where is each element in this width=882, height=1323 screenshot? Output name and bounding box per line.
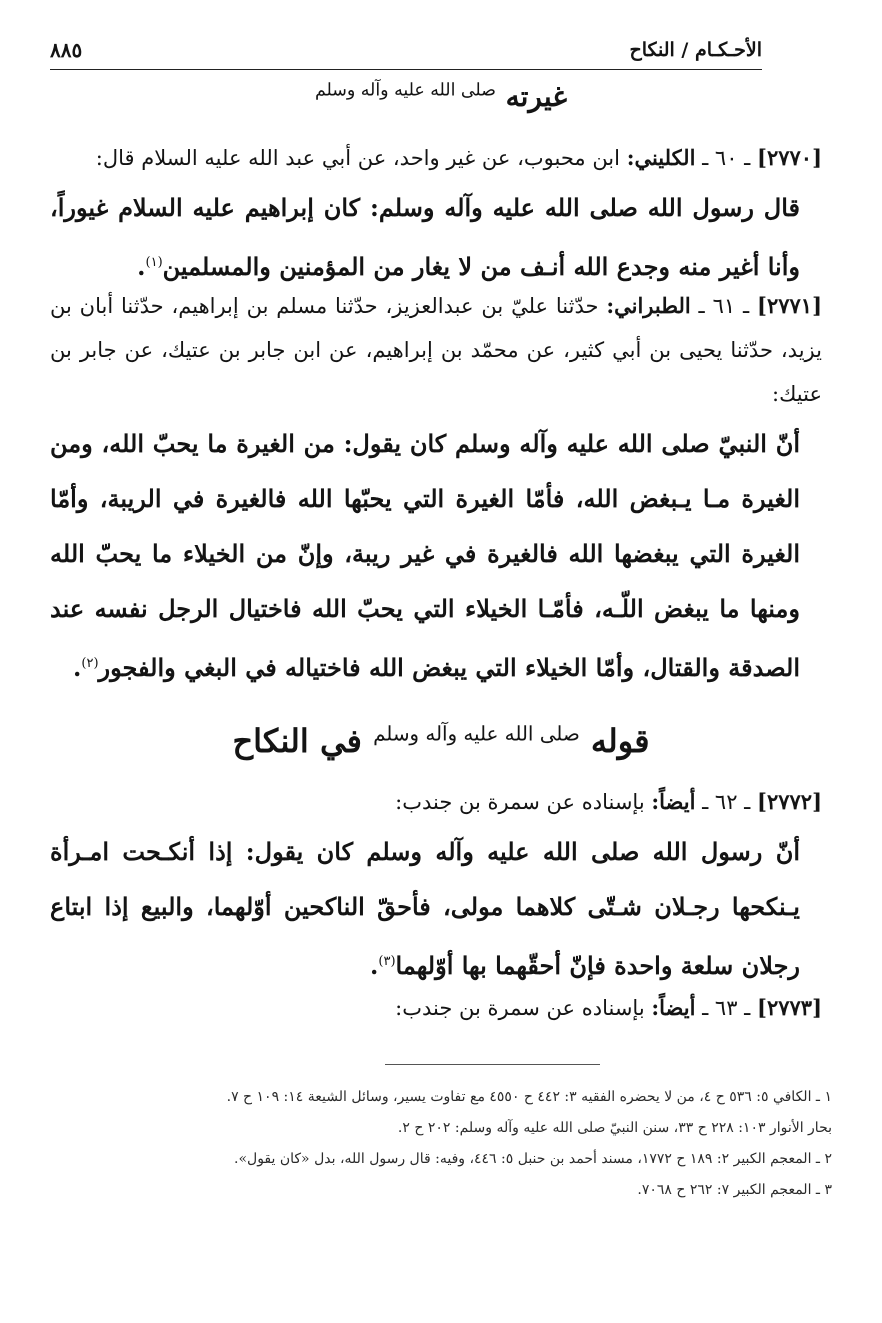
footnote-ref: (٢) [81, 656, 99, 671]
header-rule [50, 69, 762, 70]
entry-header [50, 284, 822, 416]
honorific-glyph: صلى الله عليه وآله وسلم [315, 80, 496, 101]
entry-header [50, 986, 822, 1030]
hadith-entry-2771 [50, 284, 822, 695]
entry-source: أيضاً: [651, 995, 696, 1020]
entry-isnad: ابن محبوب، عن غير واحد، عن أبي عبد الله عليه السلام قال: [95, 146, 620, 170]
hadith-entry-2772 [50, 780, 822, 993]
running-head [50, 30, 762, 70]
section-heading-ghirah [0, 80, 882, 113]
footnote-1: ١ ـ الكافي ٥: ٥٣٦ ح ٤، من لا يحضره الفقيه ٣: ٤٤٢ ح ٤٥٥٠ مع تفاوت يسير، وسائل الشيعة ١٤: ١٠٩ ح ٧. [226, 1089, 832, 1105]
hadith-entry-2773 [50, 986, 822, 1030]
entry-number: [٢٧٧٣] [757, 995, 822, 1020]
footnote-2: ٢ ـ المعجم الكبير ٢: ١٨٩ ح ١٧٧٢، مسند أحمد بن حنبل ٥: ٤٤٦، وفيه: قال رسول الله، بدل «كان يقول». [234, 1151, 832, 1167]
entry-source: الكليني: [626, 145, 696, 170]
page-number: ٨٨٥ [50, 38, 83, 62]
section-heading-nikah [0, 722, 882, 760]
entry-text: أنّ رسول الله صلى الله عليه وآله وسلم كان يقول: إذا أنكـحت امـرأة يـنكحها رجـلان شـتّى كلاهما مولى، فأحقّ الناكحين أوّلهما، والبيع إذا ابتاع رجلان سلعة واحدة فإنّ أحقّهما بها أوّلهما$^{(٣)}$. [50, 837, 800, 980]
hadith-text: أنّ النبيّ صلى الله عليه وآله وسلم كان يقول: من الغيرة ما يحبّ الله، ومن الغيرة مـا يـبغض الله، فأمّا الغيرة التي يحبّها الله فالغيرة في الريبة، وأمّا الغيرة التي يبغضها الله فالغيرة في غير ريبة، وإنّ من الخيلاء ما يحبّ الله ومنها ما يبغض اللّـه، فأمّـا الخيلاء التي يحبّ الله فاختيال الرجل نفسه عند الصدقة والقتال، وأمّا الخيلاء التي يبغض الله فاختياله في البغي والفجور [50, 429, 800, 682]
entry-isnad: حدّثنا عليّ بن عبدالعزيز، حدّثنا مسلم بن إبراهيم، حدّثنا أبان بن يزيد، حدّثنا يحيى بن أبي كثير، عن محمّد بن إبراهيم، عن ابن جابر بن عتيك، عن جابر بن عتيك: [50, 294, 822, 406]
entry-isnad: بإسناده عن سمرة بن جندب: [395, 996, 645, 1020]
hadith-entry-2770 [50, 136, 822, 294]
entry-number: [٢٧٧٢] [757, 789, 822, 814]
footnote-3: ٣ ـ المعجم الكبير ٧: ٢٦٢ ح ٧٠٦٨. [637, 1182, 832, 1198]
entry-number: [٢٧٧٠] [757, 145, 822, 170]
entry-header [50, 780, 822, 824]
entry-source: أيضاً: [651, 789, 696, 814]
running-title: الأحـكـام / النكاح [629, 39, 762, 61]
footnote-rule [385, 1064, 600, 1065]
footnote-ref: (٣) [378, 954, 396, 969]
entry-seq: ـ ٦٣ ـ [702, 996, 751, 1020]
section-heading-text-b: في النكاح [232, 722, 362, 760]
footnote-ref: (١) [145, 255, 163, 270]
section-heading-text: غيرته [505, 80, 567, 113]
footnotes [50, 1082, 832, 1206]
section-heading-text-a: قوله [590, 722, 650, 760]
entry-source: الطبراني: [606, 293, 691, 318]
entry-text: أنّ النبيّ صلى الله عليه وآله وسلم كان يقول: من الغيرة ما يحبّ الله، ومن الغيرة مـا يـبغض الله، فأمّا الغيرة التي يحبّها الله فالغيرة في الريبة، وأمّا الغيرة التي يبغضها الله فالغيرة في غير ريبة، وإنّ من الخيلاء ما يحبّ الله ومنها ما يبغض اللّـه، فأمّـا الخيلاء التي يحبّ الله فاختيال الرجل نفسه عند الصدقة والقتال، وأمّا الخيلاء التي يبغض الله فاختياله في البغي والفجور$^{(٢)}$. [50, 429, 800, 682]
entry-seq: ـ ٦٢ ـ [702, 790, 751, 814]
hadith-text: أنّ رسول الله صلى الله عليه وآله وسلم كان يقول: إذا أنكـحت امـرأة يـنكحها رجـلان شـتّى كلاهما مولى، فأحقّ الناكحين أوّلهما، والبيع إذا ابتاع رجلان سلعة واحدة فإنّ أحقّهما بها أوّلهما [50, 837, 800, 980]
entry-isnad: بإسناده عن سمرة بن جندب: [395, 790, 645, 814]
entry-number: [٢٧٧١] [757, 293, 822, 318]
honorific-glyph: صلى الله عليه وآله وسلم [373, 722, 580, 746]
hadith-text: قال رسول الله صلى الله عليه وآله وسلم: كان إبراهيم عليه السلام غيوراً، وأنا أغير منه وجدع الله أنـف من لا يغار من المؤمنين والمسلمين [50, 193, 800, 281]
entry-seq: ـ ٦١ ـ [698, 294, 750, 318]
footnote-1-cont: بحار الأنوار ١٠٣: ٢٢٨ ح ٣٣، سنن النبيّ صلى الله عليه وآله وسلم: ٢٠٢ ح ٢. [397, 1120, 832, 1136]
entry-header [50, 136, 822, 180]
entry-text: قال رسول الله صلى الله عليه وآله وسلم: كان إبراهيم عليه السلام غيوراً، وأنا أغير منه وجدع الله أنـف من لا يغار من المؤمنين والمسلمين$^{(١)}$. [50, 193, 800, 281]
entry-seq: ـ ٦٠ ـ [702, 146, 751, 170]
